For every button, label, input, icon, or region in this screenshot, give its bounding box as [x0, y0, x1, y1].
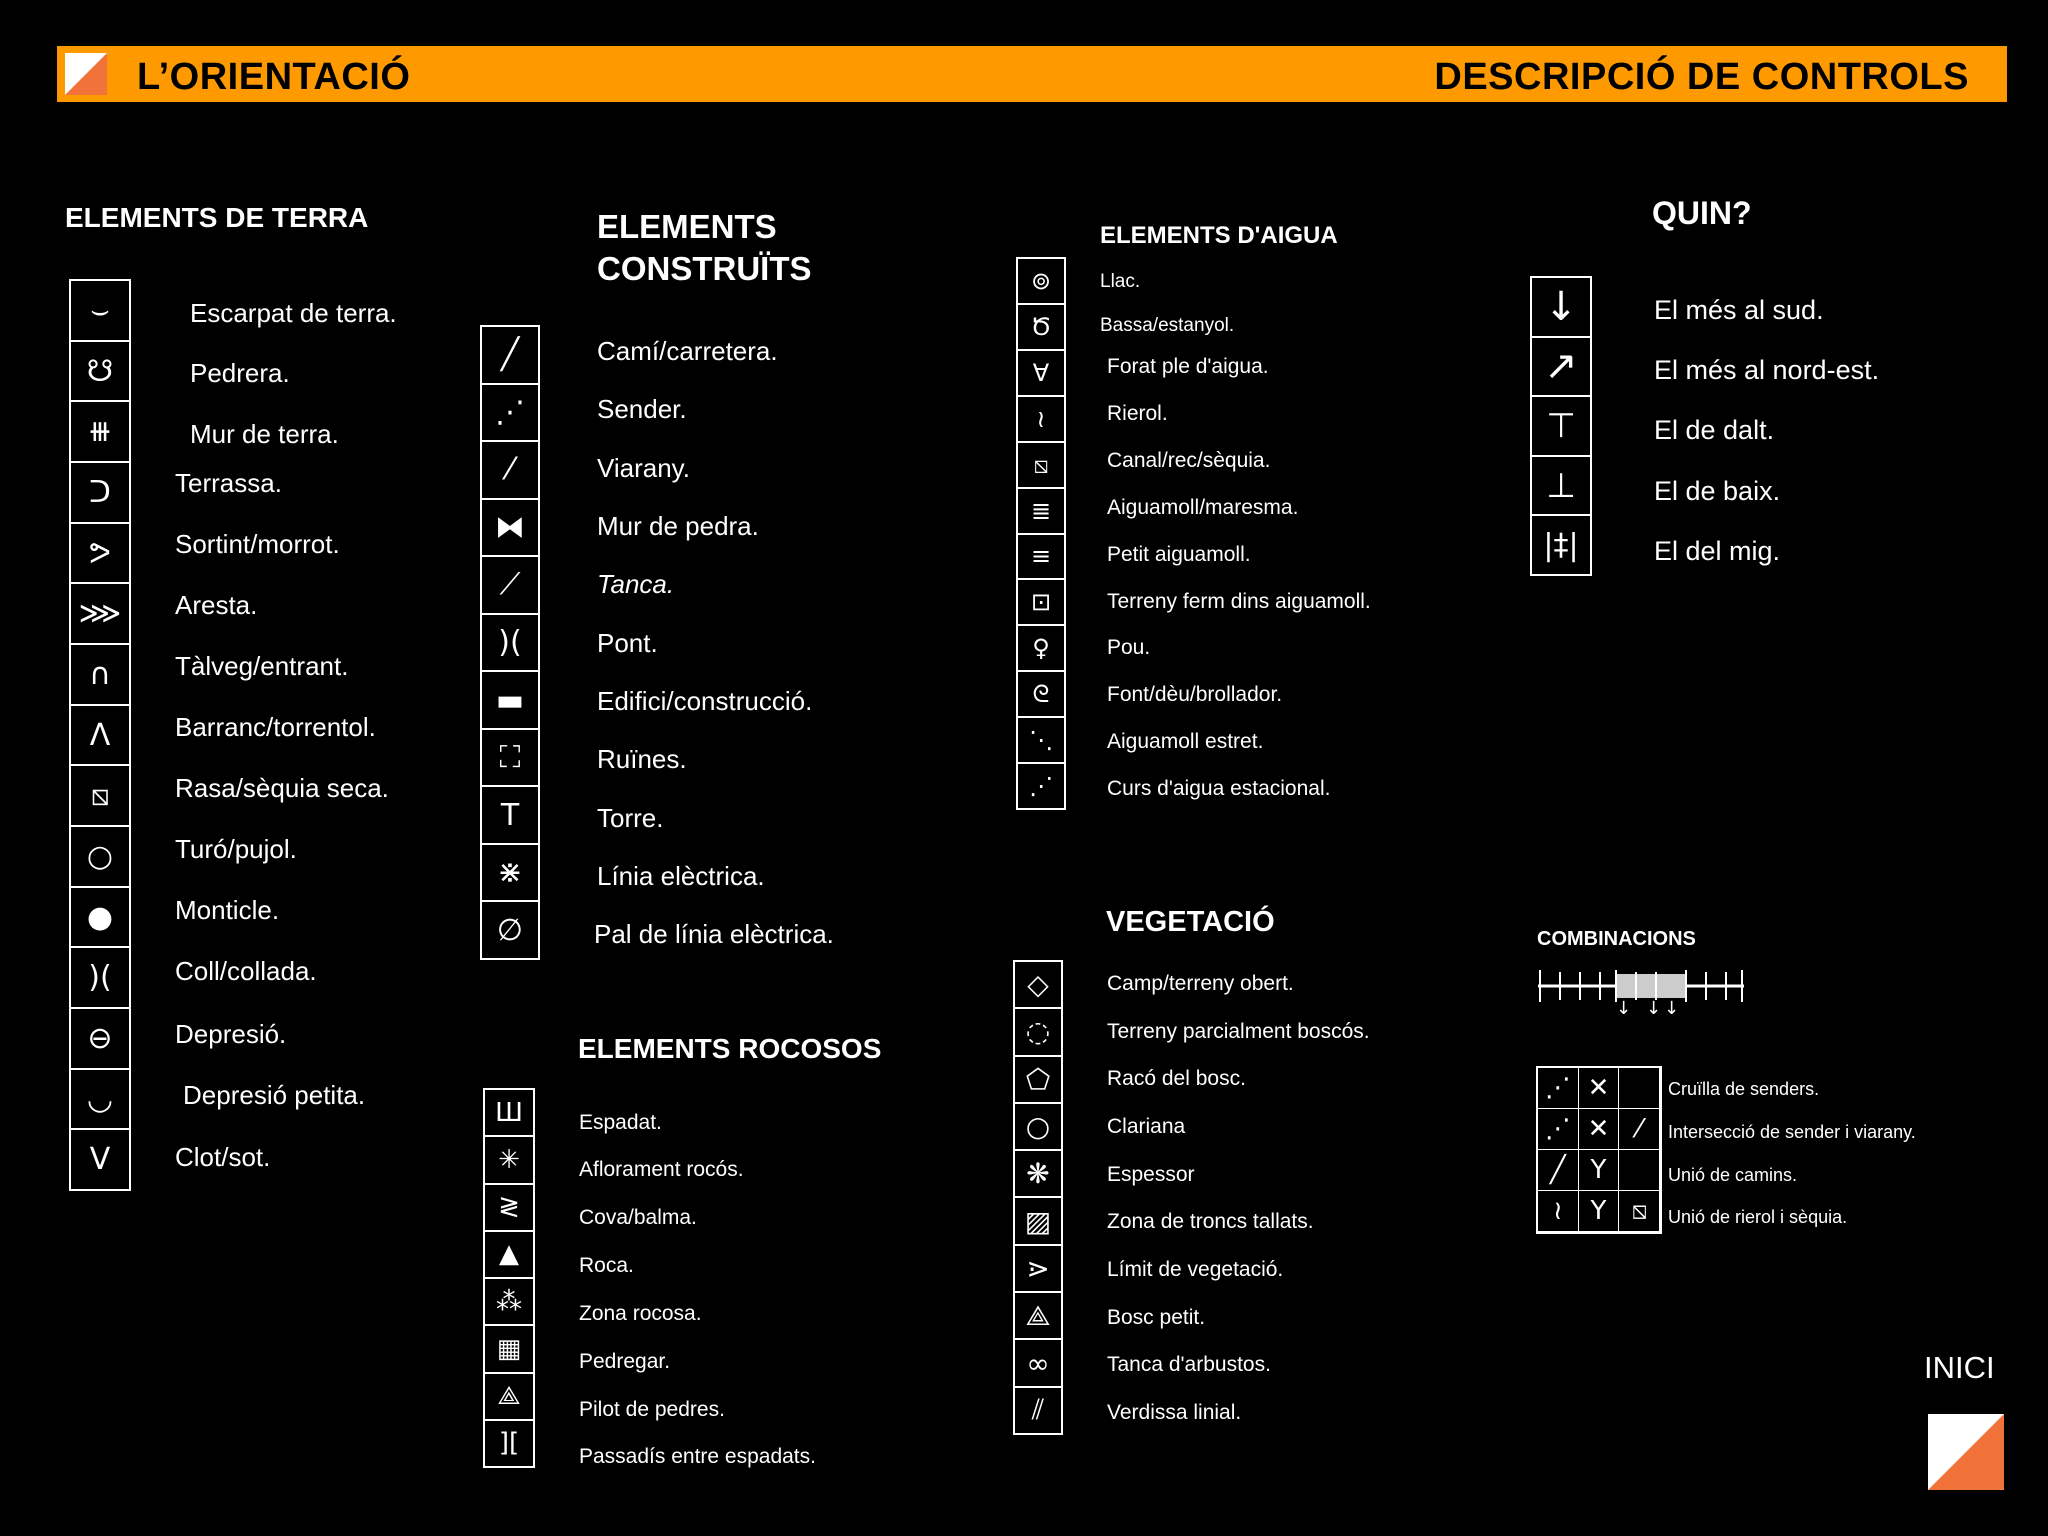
combo-cell-cross-icon: ✕ — [1579, 1068, 1620, 1109]
clariana-icon: ○ — [1015, 1104, 1061, 1151]
camp-obert-icon: ◇ — [1015, 962, 1061, 1009]
ruines-icon: ⛶ — [482, 730, 538, 788]
label-combo-2: Unió de camins. — [1668, 1165, 1798, 1185]
label-quin-3: El de baix. — [1654, 476, 1781, 506]
label-construits-10: Pal de línia elèctrica. — [594, 919, 834, 949]
label-aigua-8: Pou. — [1107, 636, 1151, 659]
torre-icon: T — [482, 787, 538, 845]
label-combo-3: Unió de rierol i sèquia. — [1668, 1207, 1848, 1227]
terreny-ferm-icon: ⊡ — [1018, 580, 1064, 626]
label-rocosos-4: Zona rocosa. — [579, 1302, 702, 1325]
label-aigua-9: Font/dèu/brollador. — [1107, 683, 1283, 706]
depresio-icon: ⊖ — [71, 1009, 129, 1070]
upper-icon: ⊤ — [1532, 397, 1590, 457]
terrassa-icon: ᑐ — [71, 463, 129, 524]
sortint-icon: ᕗ — [71, 524, 129, 585]
label-aigua-1: Bassa/estanyol. — [1100, 315, 1235, 336]
label-rocosos-6: Pilot de pedres. — [579, 1398, 725, 1421]
pedregar-icon: ▦ — [485, 1326, 533, 1373]
label-quin-1: El més al nord-est. — [1654, 355, 1880, 385]
talveg-icon: ∩ — [71, 645, 129, 706]
label-aigua-2: Forat ple d'aigua. — [1107, 355, 1269, 378]
label-terra-7: Barranc/torrentol. — [175, 712, 376, 742]
combo-cell-sender-icon: ⋰ — [1538, 1068, 1579, 1109]
label-vegetacio-5: Zona de troncs tallats. — [1107, 1210, 1314, 1233]
raco-bosc-icon: ⬠ — [1015, 1057, 1061, 1104]
symbol-column-rocosos — [483, 1088, 535, 1468]
label-aigua-6: Petit aiguamoll. — [1107, 543, 1251, 566]
troncs-tallats-icon: ▨ — [1015, 1198, 1061, 1245]
depresio-petita-icon: ◡ — [71, 1070, 129, 1131]
section-title-construits — [597, 206, 812, 290]
aflorament-icon: ✳ — [485, 1137, 533, 1184]
espessor-icon: ❋ — [1015, 1151, 1061, 1198]
label-vegetacio-8: Tanca d'arbustos. — [1107, 1353, 1271, 1376]
label-combo-0: Cruïlla de senders. — [1668, 1079, 1820, 1099]
linia-electrica-icon: ⋇ — [482, 845, 538, 903]
label-vegetacio-4: Espessor — [1107, 1163, 1195, 1186]
pilot-pedres-icon: ⟁ — [485, 1374, 533, 1421]
label-terra-11: Coll/collada. — [175, 956, 317, 986]
header-subtitle: DESCRIPCIÓ DE CONTROLS — [1434, 56, 1969, 98]
combo-cell-sender-icon: ⋰ — [1538, 1109, 1579, 1150]
inici-link[interactable]: INICI — [1924, 1350, 1995, 1385]
section-title-construits-line1: ELEMENTS — [597, 208, 777, 245]
label-vegetacio-9: Verdissa linial. — [1107, 1401, 1242, 1424]
section-title-combinacions: COMBINACIONS — [1537, 928, 1696, 950]
limit-vegetacio-icon: ⋗ — [1015, 1246, 1061, 1293]
label-rocosos-2: Cova/balma. — [579, 1206, 697, 1229]
label-aigua-3: Rierol. — [1107, 402, 1168, 425]
header-bar — [57, 46, 2007, 102]
aiguamoll-icon: ≣ — [1018, 489, 1064, 535]
orienteering-flag-icon — [65, 53, 107, 95]
combo-cell-empty — [1619, 1150, 1660, 1191]
section-title-vegetacio: VEGETACIÓ — [1106, 906, 1275, 938]
mur-de-pedra-icon: ⧓ — [482, 500, 538, 558]
parcialment-boscos-icon: ◌ — [1015, 1009, 1061, 1056]
combo-cell-cross-icon: ✕ — [1579, 1109, 1620, 1150]
label-terra-4: Sortint/morrot. — [175, 529, 340, 559]
symbol-column-vegetacio — [1013, 960, 1063, 1435]
symbol-column-construits — [480, 325, 540, 960]
svg-text:↓: ↓ — [1664, 998, 1680, 1014]
label-construits-4: Tanca. — [597, 569, 675, 599]
label-terra-3: Terrassa. — [175, 468, 282, 498]
edifici-icon: ▬ — [482, 672, 538, 730]
roca-icon: ▲ — [485, 1232, 533, 1279]
label-quin-4: El del mig. — [1654, 536, 1781, 566]
petit-aiguamoll-icon: ≡ — [1018, 535, 1064, 581]
symbol-column-terra — [69, 279, 131, 1191]
label-quin-2: El de dalt. — [1654, 415, 1775, 445]
middle-icon: |‡| — [1543, 527, 1579, 563]
label-terra-0: Escarpat de terra. — [190, 298, 397, 328]
section-title-terra: ELEMENTS DE TERRA — [65, 202, 369, 233]
label-terra-2: Mur de terra. — [190, 419, 339, 449]
pou-icon: ♀ — [1018, 626, 1064, 672]
pont-icon: )( — [482, 615, 538, 673]
label-terra-6: Tàlveg/entrant. — [175, 651, 349, 681]
coll-icon: )( — [71, 948, 129, 1009]
combo-cell-cami-icon: ╱ — [1538, 1150, 1579, 1191]
label-aigua-10: Aiguamoll estret. — [1107, 730, 1264, 753]
aresta-icon: ⋙ — [71, 584, 129, 645]
label-rocosos-5: Pedregar. — [579, 1350, 671, 1373]
label-construits-7: Ruïnes. — [597, 744, 687, 774]
label-construits-0: Camí/carretera. — [597, 336, 778, 366]
label-construits-8: Torre. — [597, 803, 664, 833]
label-vegetacio-0: Camp/terreny obert. — [1107, 972, 1294, 995]
label-construits-1: Sender. — [597, 394, 687, 424]
bassa-icon: Ծ — [1018, 305, 1064, 351]
label-construits-3: Mur de pedra. — [597, 511, 759, 541]
cova-icon: ≷ — [485, 1185, 533, 1232]
combo-cell-empty — [1619, 1068, 1660, 1109]
combo-cell-junction-icon: Y — [1579, 1150, 1620, 1191]
header-title: L’ORIENTACIÓ — [137, 56, 411, 98]
label-terra-1: Pedrera. — [190, 358, 290, 388]
label-terra-5: Aresta. — [175, 590, 258, 620]
orienteering-flag-icon[interactable] — [1928, 1414, 2004, 1490]
espadat-icon: Ш — [485, 1090, 533, 1137]
label-construits-5: Pont. — [597, 628, 658, 658]
sender-icon: ⋰ — [482, 385, 538, 443]
turo-icon: ○ — [71, 827, 129, 888]
combo-cell-junction-icon: Y — [1579, 1191, 1620, 1232]
llac-icon: ⊚ — [1018, 259, 1064, 305]
combo-cell-viarany-icon: ⁄ — [1619, 1109, 1660, 1150]
symbol-column-aigua — [1016, 257, 1066, 810]
label-rocosos-1: Aflorament rocós. — [579, 1158, 744, 1181]
pedrera-icon: ☋ — [71, 342, 129, 403]
label-terra-10: Monticle. — [175, 895, 280, 925]
label-quin-0: El més al sud. — [1654, 295, 1824, 325]
label-rocosos-7: Passadís entre espadats. — [579, 1445, 816, 1468]
label-aigua-5: Aiguamoll/maresma. — [1107, 496, 1299, 519]
verdissa-icon: ⫽ — [1031, 1393, 1045, 1427]
svg-text:↓: ↓ — [1616, 998, 1632, 1014]
label-aigua-4: Canal/rec/sèquia. — [1107, 449, 1271, 472]
cami-icon: ╱ — [482, 327, 538, 385]
label-rocosos-3: Roca. — [579, 1254, 634, 1277]
label-vegetacio-7: Bosc petit. — [1107, 1306, 1206, 1329]
label-terra-13: Depresió petita. — [183, 1080, 366, 1110]
label-combo-1: Intersecció de sender i viarany. — [1668, 1122, 1916, 1142]
combination-ruler-diagram — [1536, 968, 1746, 1014]
zona-rocosa-icon: ⁂ — [485, 1279, 533, 1326]
symbol-column-quin — [1530, 276, 1592, 576]
combinations-grid — [1536, 1066, 1662, 1234]
section-title-aigua: ELEMENTS D'AIGUA — [1100, 222, 1338, 249]
viarany-icon: ⁄ — [482, 442, 538, 500]
canal-icon: ⧅ — [1018, 443, 1064, 489]
label-aigua-11: Curs d'aigua estacional. — [1107, 777, 1331, 800]
label-terra-12: Depresió. — [175, 1019, 287, 1049]
svg-text:↓: ↓ — [1646, 998, 1662, 1014]
arrow-northeast-icon: ↗ — [1532, 338, 1590, 398]
rierol-icon: ≀ — [1018, 397, 1064, 443]
pal-linia-icon: ∅ — [496, 912, 524, 948]
forat-aigua-icon: ∀ — [1018, 351, 1064, 397]
section-title-rocosos: ELEMENTS ROCOSOS — [578, 1033, 882, 1064]
label-aigua-7: Terreny ferm dins aiguamoll. — [1107, 590, 1371, 613]
label-rocosos-0: Espadat. — [579, 1111, 662, 1134]
label-terra-9: Turó/pujol. — [175, 834, 297, 864]
mur-de-terra-icon: ⧻ — [71, 402, 129, 463]
label-construits-9: Línia elèctrica. — [597, 861, 765, 891]
label-terra-14: Clot/sot. — [175, 1142, 271, 1172]
arrow-down-icon: ↓ — [1532, 278, 1590, 338]
passadis-icon: ][ — [498, 1428, 520, 1459]
rasa-icon: ⧅ — [71, 766, 129, 827]
escarpat-icon: ⌣ — [71, 281, 129, 342]
section-title-quin: QUIN? — [1652, 195, 1752, 231]
section-title-construits-line2: CONSTRUÏTS — [597, 250, 812, 287]
barranc-icon: Λ — [71, 706, 129, 767]
tanca-arbustos-icon: ∞ — [1015, 1340, 1061, 1387]
combo-cell-rierol-icon: ≀ — [1538, 1191, 1579, 1232]
label-terra-8: Rasa/sèquia seca. — [175, 773, 389, 803]
bosc-petit-icon: ⟁ — [1015, 1293, 1061, 1340]
clot-icon: V — [89, 1142, 111, 1178]
label-vegetacio-1: Terreny parcialment boscós. — [1107, 1020, 1370, 1043]
label-aigua-0: Llac. — [1100, 271, 1141, 292]
font-icon: ᘓ — [1018, 672, 1064, 718]
tanca-icon: ⟋ — [482, 557, 538, 615]
label-vegetacio-3: Clariana — [1107, 1115, 1186, 1138]
label-construits-6: Edifici/construcció. — [597, 686, 813, 716]
combo-cell-sequia-icon: ⧅ — [1619, 1191, 1660, 1232]
label-construits-2: Viarany. — [597, 453, 690, 483]
label-vegetacio-2: Racó del bosc. — [1107, 1067, 1246, 1090]
aiguamoll-estret-icon: ⋱ — [1018, 718, 1064, 764]
lower-icon: ⊥ — [1532, 457, 1590, 517]
label-vegetacio-6: Límit de vegetació. — [1107, 1258, 1284, 1281]
monticle-icon: ● — [71, 888, 129, 949]
curs-estacional-icon: ⋰ — [1029, 772, 1053, 801]
